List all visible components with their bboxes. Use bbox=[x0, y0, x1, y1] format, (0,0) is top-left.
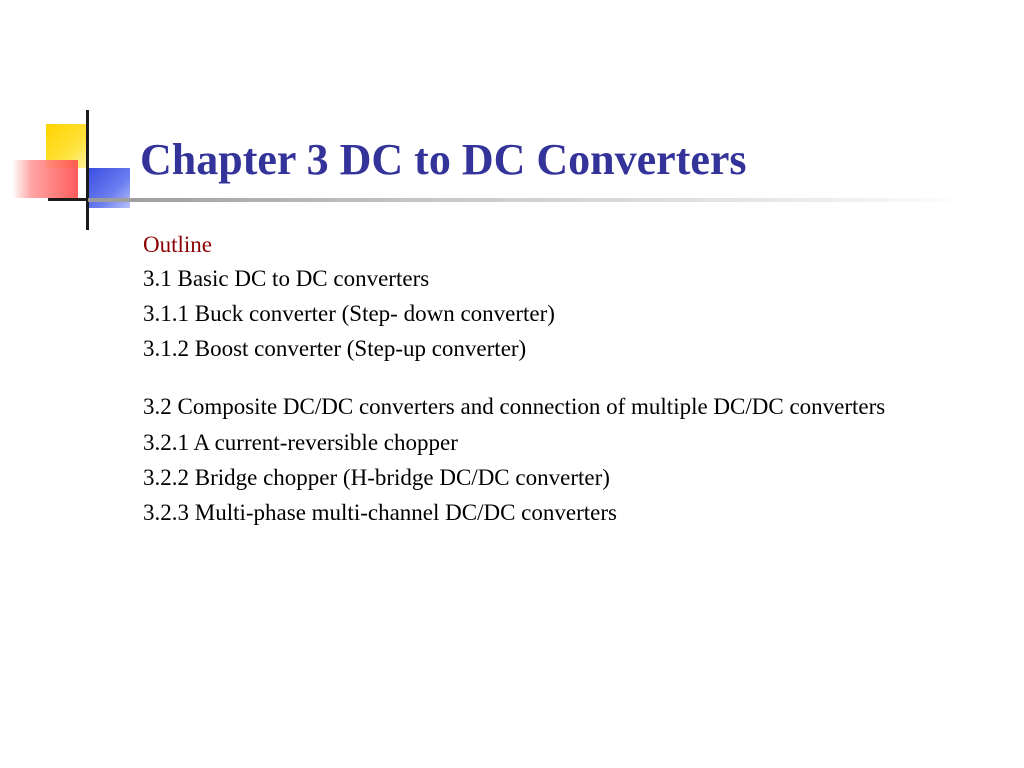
outline-item: 3.2.3 Multi-phase multi-channel DC/DC converters bbox=[143, 500, 617, 525]
slide-title: Chapter 3 DC to DC Converters bbox=[140, 135, 747, 184]
outline-item: 3.1 Basic DC to DC converters bbox=[143, 266, 430, 291]
slide-logo-decoration bbox=[0, 0, 160, 240]
title-underline-rule bbox=[88, 198, 968, 202]
outline-heading: Outline bbox=[143, 232, 212, 257]
blue-square-decoration bbox=[88, 168, 130, 208]
outline-item: 3.1.2 Boost converter (Step-up converter) bbox=[143, 336, 527, 361]
red-square-decoration bbox=[12, 160, 78, 198]
outline-item: 3.1.1 Buck converter (Step- down converter) bbox=[143, 301, 555, 326]
outline-item: 3.2.1 A current-reversible chopper bbox=[143, 430, 458, 455]
outline-content bbox=[143, 230, 983, 533]
outline-item: 3.2.2 Bridge chopper (H-bridge DC/DC converter) bbox=[143, 465, 610, 490]
outline-item: 3.2 Composite DC/DC converters and connection of multiple DC/DC converters bbox=[143, 394, 886, 419]
vertical-line-decoration bbox=[86, 110, 89, 230]
